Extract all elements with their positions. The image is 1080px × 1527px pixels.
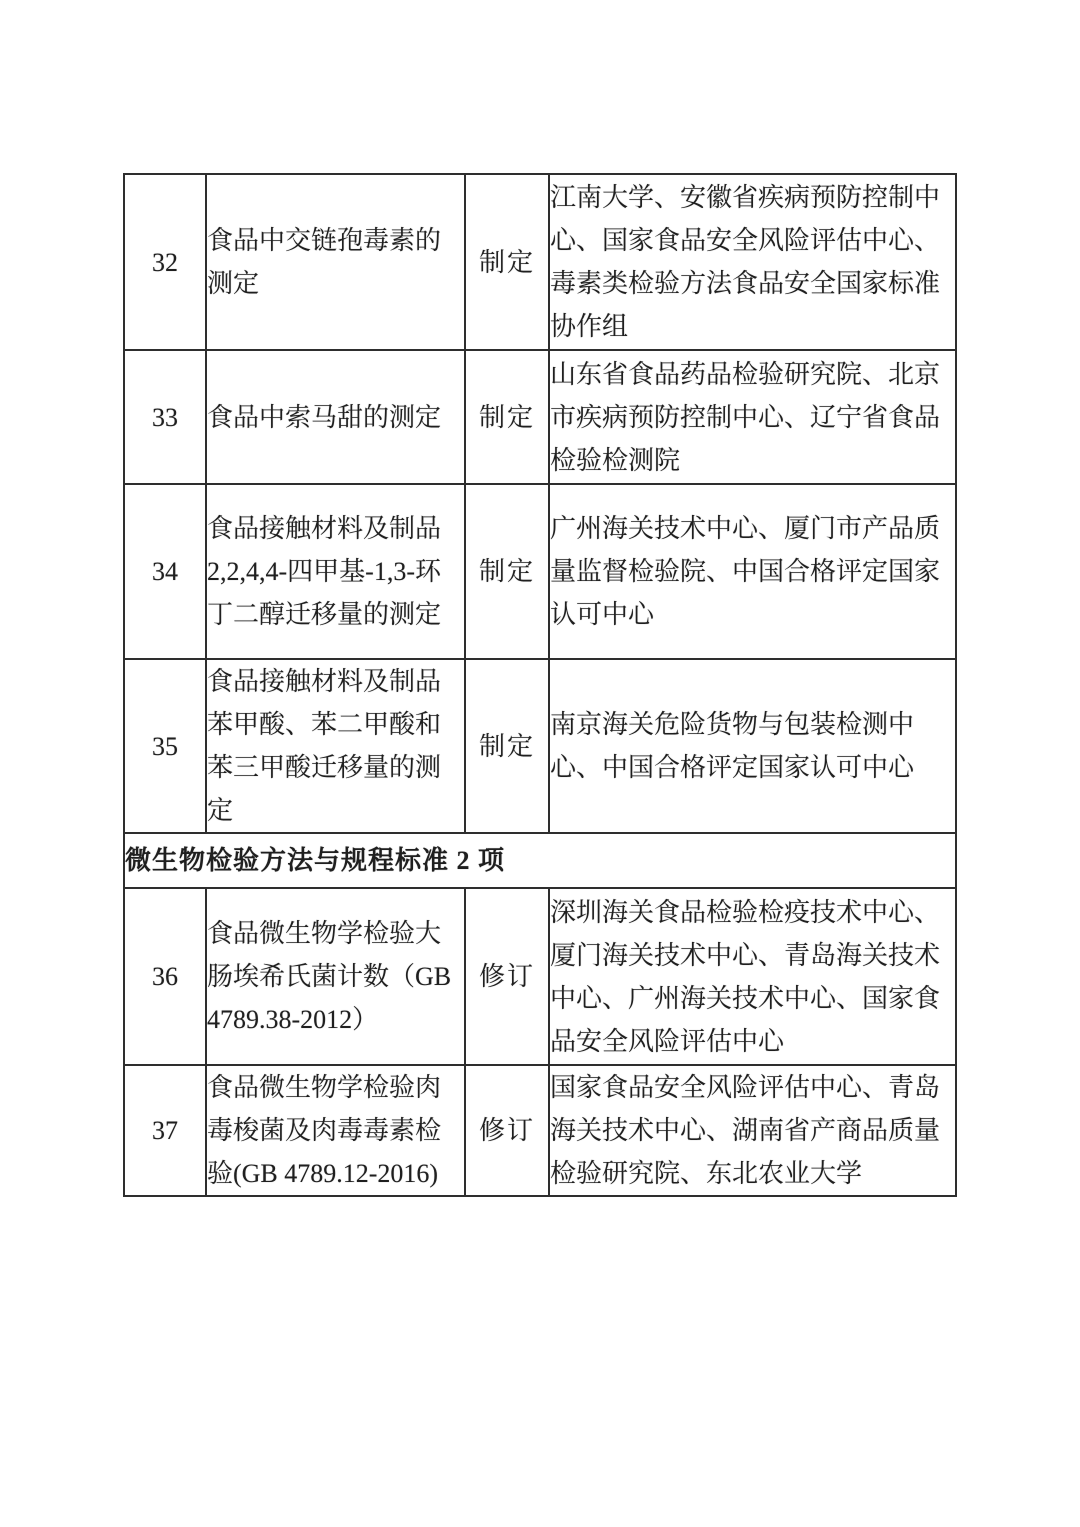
row-number: 34 [124,484,206,659]
action-type: 制定 [465,484,549,659]
row-number: 35 [124,659,206,833]
section-header-label: 微生物检验方法与规程标准 2 项 [124,833,956,888]
table-row [124,484,956,659]
action-type: 制定 [465,350,549,484]
table-row [124,350,956,484]
table-row [124,1065,956,1196]
row-number: 37 [124,1065,206,1196]
project-name: 食品中索马甜的测定 [206,350,465,484]
responsible-org: 国家食品安全风险评估中心、青岛海关技术中心、湖南省产商品质量检验研究院、东北农业大学 [549,1065,956,1196]
project-name: 食品中交链孢毒素的测定 [206,174,465,350]
action-type: 修订 [465,1065,549,1196]
responsible-org: 江南大学、安徽省疾病预防控制中心、国家食品安全风险评估中心、毒素类检验方法食品安全国家标准协作组 [549,174,956,350]
row-number: 33 [124,350,206,484]
responsible-org: 深圳海关食品检验检疫技术中心、厦门海关技术中心、青岛海关技术中心、广州海关技术中心、国家食品安全风险评估中心 [549,888,956,1065]
section-header-row [124,833,956,888]
project-name: 食品接触材料及制品苯甲酸、苯二甲酸和苯三甲酸迁移量的测定 [206,659,465,833]
row-number: 36 [124,888,206,1065]
table-row [124,174,956,350]
project-name: 食品微生物学检验大肠埃希氏菌计数（GB 4789.38-2012） [206,888,465,1065]
responsible-org: 广州海关技术中心、厦门市产品质量监督检验院、中国合格评定国家认可中心 [549,484,956,659]
standards-table [123,173,957,1197]
project-name: 食品微生物学检验肉毒梭菌及肉毒毒素检验(GB 4789.12-2016) [206,1065,465,1196]
responsible-org: 南京海关危险货物与包装检测中心、中国合格评定国家认可中心 [549,659,956,833]
project-name: 食品接触材料及制品2,2,4,4-四甲基-1,3-环丁二醇迁移量的测定 [206,484,465,659]
action-type: 制定 [465,659,549,833]
table-row [124,659,956,833]
table-row [124,888,956,1065]
responsible-org: 山东省食品药品检验研究院、北京市疾病预防控制中心、辽宁省食品检验检测院 [549,350,956,484]
row-number: 32 [124,174,206,350]
action-type: 修订 [465,888,549,1065]
action-type: 制定 [465,174,549,350]
